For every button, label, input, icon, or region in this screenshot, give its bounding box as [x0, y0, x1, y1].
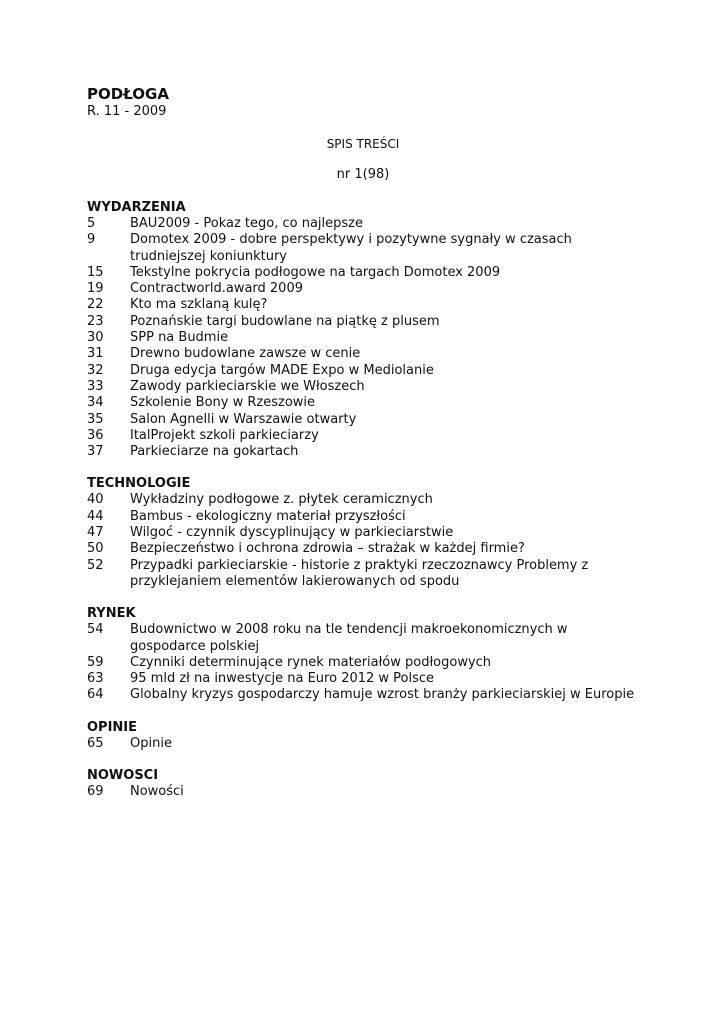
toc-entry: [87, 412, 647, 428]
entry-title: Contractworld.award 2009: [130, 281, 303, 297]
toc-entry: [87, 671, 647, 687]
entry-page-number: 54: [87, 622, 104, 638]
toc-entry: [87, 379, 647, 395]
entry-title: Druga edycja targów MADE Expo w Mediolanie: [130, 362, 434, 378]
entry-page-number: 47: [87, 525, 104, 541]
entry-title: Wykładziny podłogowe z. płytek ceramicznych: [130, 492, 433, 508]
entry-title: Bezpieczeństwo i ochrona zdrowia – strażak w każdej firmie?: [130, 541, 525, 557]
entry-page-number: 52: [87, 557, 104, 573]
toc-entry: [87, 541, 647, 557]
entry-title: Czynniki determinujące rynek materiałów podłogowych: [130, 654, 492, 670]
toc-section-rynek: [87, 606, 647, 703]
toc-section-nowosci: [87, 768, 647, 800]
toc-entry: [87, 232, 647, 265]
entry-page-number: 33: [87, 378, 104, 394]
entry-page-number: 40: [87, 492, 104, 508]
document-page: [87, 84, 647, 800]
entry-page-number: 36: [87, 427, 104, 443]
entry-title: Nowości: [130, 784, 184, 800]
toc-section-technologie: [87, 476, 647, 590]
document-subtitle: R. 11 - 2009: [87, 104, 167, 119]
entry-title: Budownictwo w 2008 roku na tle tendencji makroekonomicznych w gospodarce polskiej: [130, 622, 568, 654]
toc-entry: [87, 265, 647, 281]
toc-entry: [87, 444, 647, 460]
toc-entry: [87, 525, 647, 541]
entry-page-number: 15: [87, 264, 104, 280]
entry-title: BAU2009 - Pokaz tego, co najlepsze: [130, 216, 363, 231]
entry-page-number: 30: [87, 330, 104, 346]
entry-page-number: 23: [87, 313, 104, 329]
entry-page-number: 59: [87, 654, 104, 670]
entry-page-number: 19: [87, 281, 104, 297]
toc-entry: [87, 297, 647, 313]
entry-page-number: 50: [87, 541, 104, 557]
section-title: RYNEK: [87, 606, 136, 622]
toc-entry: [87, 314, 647, 330]
entry-title: Wilgoć - czynnik dyscyplinujący w parkieciarstwie: [130, 525, 454, 541]
entry-title: Tekstylne pokrycia podłogowe na targach Domotex 2009: [130, 264, 501, 280]
entry-title: Zawody parkieciarskie we Włoszech: [130, 378, 365, 394]
entry-title: Domotex 2009 - dobre perspektywy i pozytywne sygnały w czasach trudniejszej koniunktury: [130, 232, 572, 264]
entry-title: Poznańskie targi budowlane na piątkę z plusem: [130, 313, 440, 329]
toc-entry: [87, 216, 647, 232]
entry-page-number: 65: [87, 735, 104, 751]
toc-entry: [87, 428, 647, 444]
entry-title: Bambus - ekologiczny materiał przyszłości: [130, 508, 406, 524]
entry-page-number: 64: [87, 687, 104, 703]
toc-entry: [87, 330, 647, 346]
entry-page-number: 9: [87, 232, 96, 248]
section-title: TECHNOLOGIE: [87, 476, 191, 492]
entry-page-number: 69: [87, 784, 104, 800]
document-title: PODŁOGA: [87, 85, 169, 103]
entry-title: ItalProjekt szkoli parkieciarzy: [130, 427, 319, 443]
toc-entry: [87, 687, 647, 703]
entry-page-number: 44: [87, 508, 104, 524]
section-title: OPINIE: [87, 719, 138, 735]
entry-page-number: 22: [87, 297, 104, 313]
entry-title: Kto ma szklaną kulę?: [130, 297, 268, 313]
toc-section-wydarzenia: [87, 200, 647, 460]
toc-entry: [87, 281, 647, 297]
entry-title: Opinie: [130, 735, 172, 751]
toc-entry: [87, 395, 647, 411]
entry-page-number: 5: [87, 216, 96, 231]
toc-entry: [87, 736, 647, 752]
toc-entry: [87, 346, 647, 362]
toc-entry: [87, 363, 647, 379]
toc-heading: SPIS TREŚCI: [326, 137, 400, 151]
entry-title: Przypadki parkieciarskie - historie z praktyki rzeczoznawcy Problemy z przyklejaniem elementów lakierowanych od spodu: [130, 557, 589, 589]
entry-title: Szkolenie Bony w Rzeszowie: [130, 395, 316, 411]
entry-title: Globalny kryzys gospodarczy hamuje wzrost branży parkieciarskiej w Europie: [130, 687, 635, 703]
entry-title: 95 mld zł na inwestycje na Euro 2012 w Polsce: [130, 671, 435, 687]
entry-page-number: 31: [87, 346, 104, 362]
toc-sections: [87, 200, 647, 816]
toc-section-opinie: [87, 720, 647, 752]
toc-entry: [87, 622, 647, 655]
section-title: WYDARZENIA: [87, 200, 186, 215]
entry-page-number: 37: [87, 444, 104, 460]
toc-entry: [87, 655, 647, 671]
toc-entry: [87, 509, 647, 525]
entry-page-number: 34: [87, 395, 104, 411]
section-title: NOWOSCI: [87, 768, 159, 784]
toc-entry: [87, 784, 647, 800]
entry-page-number: 32: [87, 362, 104, 378]
entry-title: Parkieciarze na gokartach: [130, 444, 299, 460]
entry-page-number: 35: [87, 411, 104, 427]
entry-title: SPP na Budmie: [130, 330, 229, 346]
toc-entry: [87, 492, 647, 508]
toc-entry: [87, 558, 647, 591]
entry-title: Drewno budowlane zawsze w cenie: [130, 346, 361, 362]
issue-number: nr 1(98): [336, 167, 390, 182]
entry-title: Salon Agnelli w Warszawie otwarty: [130, 411, 357, 427]
entry-page-number: 63: [87, 671, 104, 687]
